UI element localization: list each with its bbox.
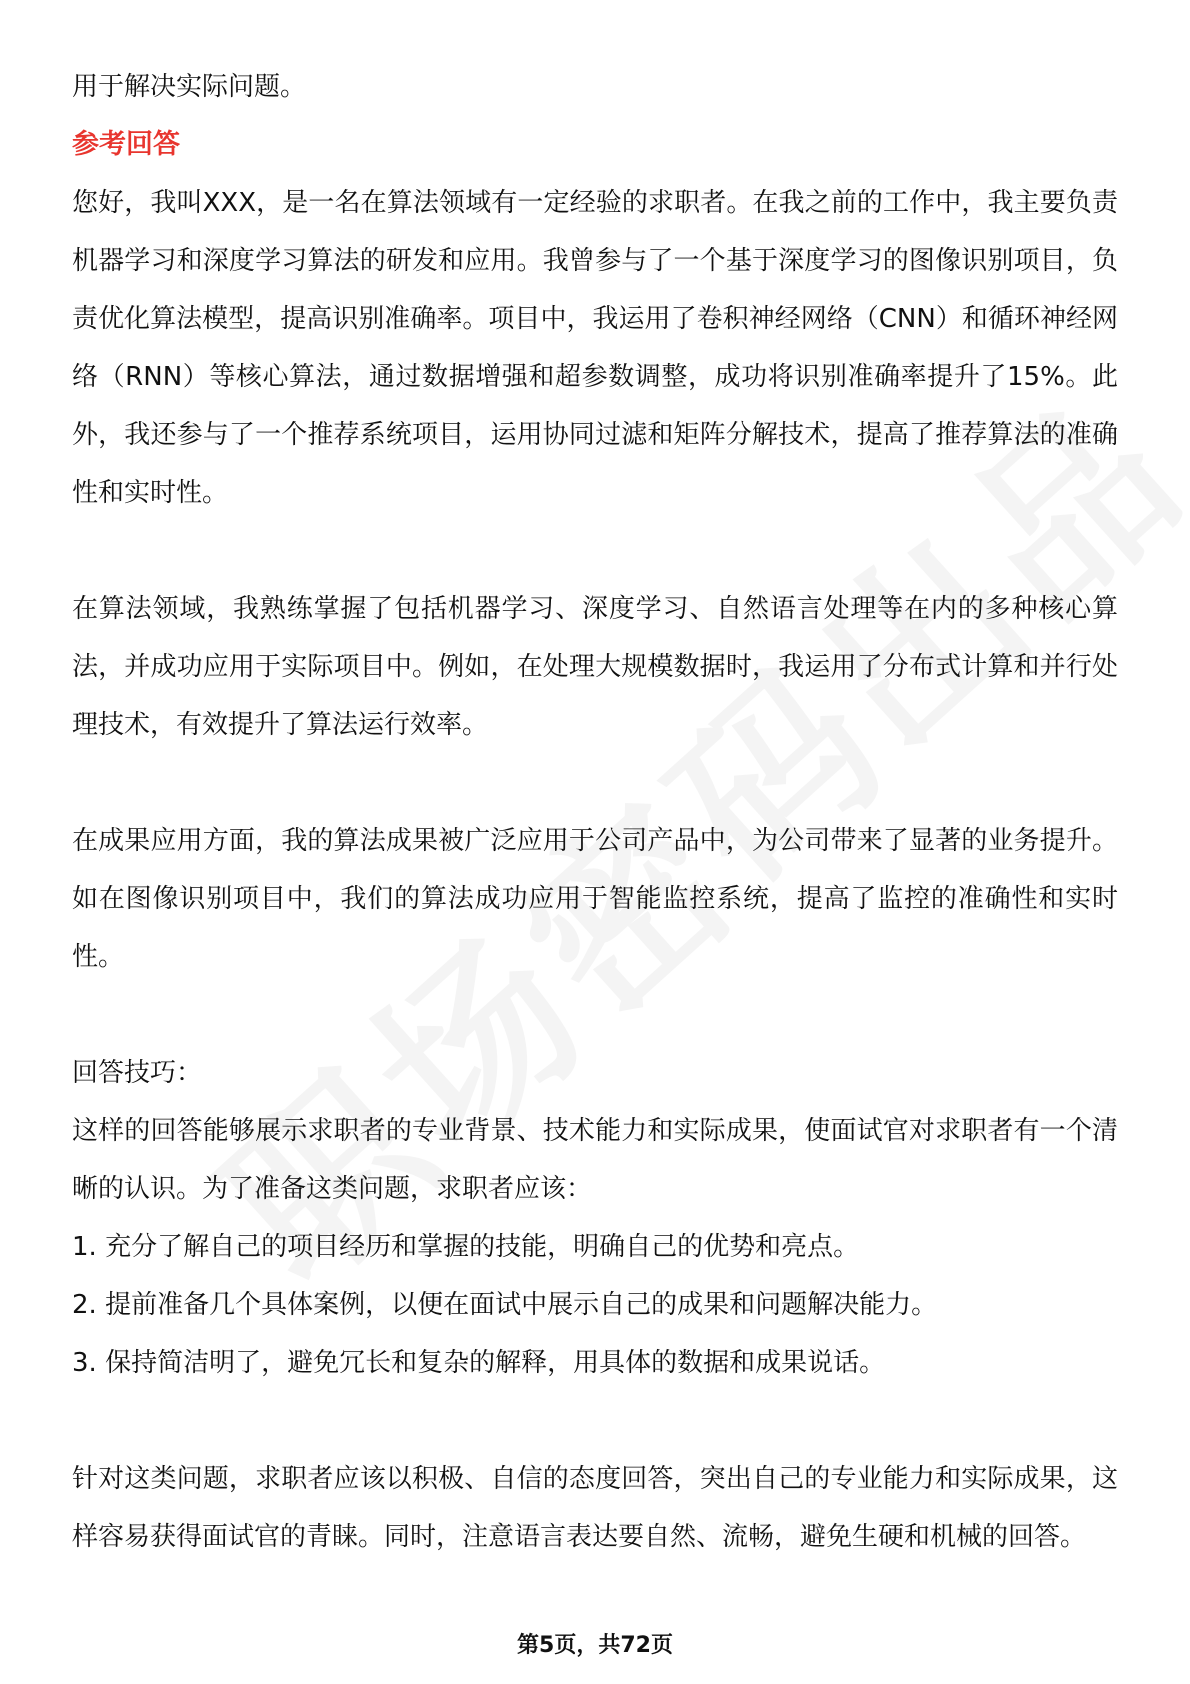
intro-tail-text: 用于解决实际问题。	[72, 72, 307, 102]
tip-item-3: 3. 保持简洁明了，避免冗长和复杂的解释，用具体的数据和成果说话。	[72, 1348, 886, 1378]
spacer	[72, 1392, 1118, 1450]
spacer	[72, 522, 1118, 580]
answer-paragraph-1: 您好，我叫XXX，是一名在算法领域有一定经验的求职者。在我之前的工作中，我主要负责机器学习和深度学习算法的研发和应用。我曾参与了一个基于深度学习的图像识别项目，负责优化算法模型，提高识别准确率。项目中，我运用了卷积神经网络（CNN）和循环神经网络（RNN）等核心算法，通过数据增强和超参数调整，成功将识别准确率提升了15%。此外，我还参与了一个推荐系统项目，运用协同过滤和矩阵分解技术，提高了推荐算法的准确性和实时性。	[72, 188, 1118, 508]
spacer	[72, 754, 1118, 812]
page-content	[72, 58, 1118, 1566]
tip-item-1: 1. 充分了解自己的项目经历和掌握的技能，明确自己的优势和亮点。	[72, 1232, 860, 1262]
tips-heading: 回答技巧：	[72, 1058, 203, 1088]
tips-intro: 这样的回答能够展示求职者的专业背景、技术能力和实际成果，使面试官对求职者有一个清晰的认识。为了准备这类问题，求职者应该：	[72, 1116, 1118, 1204]
answer-paragraph-2: 在算法领域，我熟练掌握了包括机器学习、深度学习、自然语言处理等在内的多种核心算法，并成功应用于实际项目中。例如，在处理大规模数据时，我运用了分布式计算和并行处理技术，有效提升了算法运行效率。	[72, 594, 1118, 740]
answer-paragraph-3: 在成果应用方面，我的算法成果被广泛应用于公司产品中，为公司带来了显著的业务提升。如在图像识别项目中，我们的算法成功应用于智能监控系统，提高了监控的准确性和实时性。	[72, 826, 1118, 972]
page-number-footer: 第5页，共72页	[517, 1633, 673, 1658]
spacer	[72, 986, 1118, 1044]
tip-item-2: 2. 提前准备几个具体案例，以便在面试中展示自己的成果和问题解决能力。	[72, 1290, 938, 1320]
closing-paragraph: 针对这类问题，求职者应该以积极、自信的态度回答，突出自己的专业能力和实际成果，这样容易获得面试官的青睐。同时，注意语言表达要自然、流畅，避免生硬和机械的回答。	[72, 1464, 1118, 1552]
answer-heading: 参考回答	[72, 129, 180, 160]
